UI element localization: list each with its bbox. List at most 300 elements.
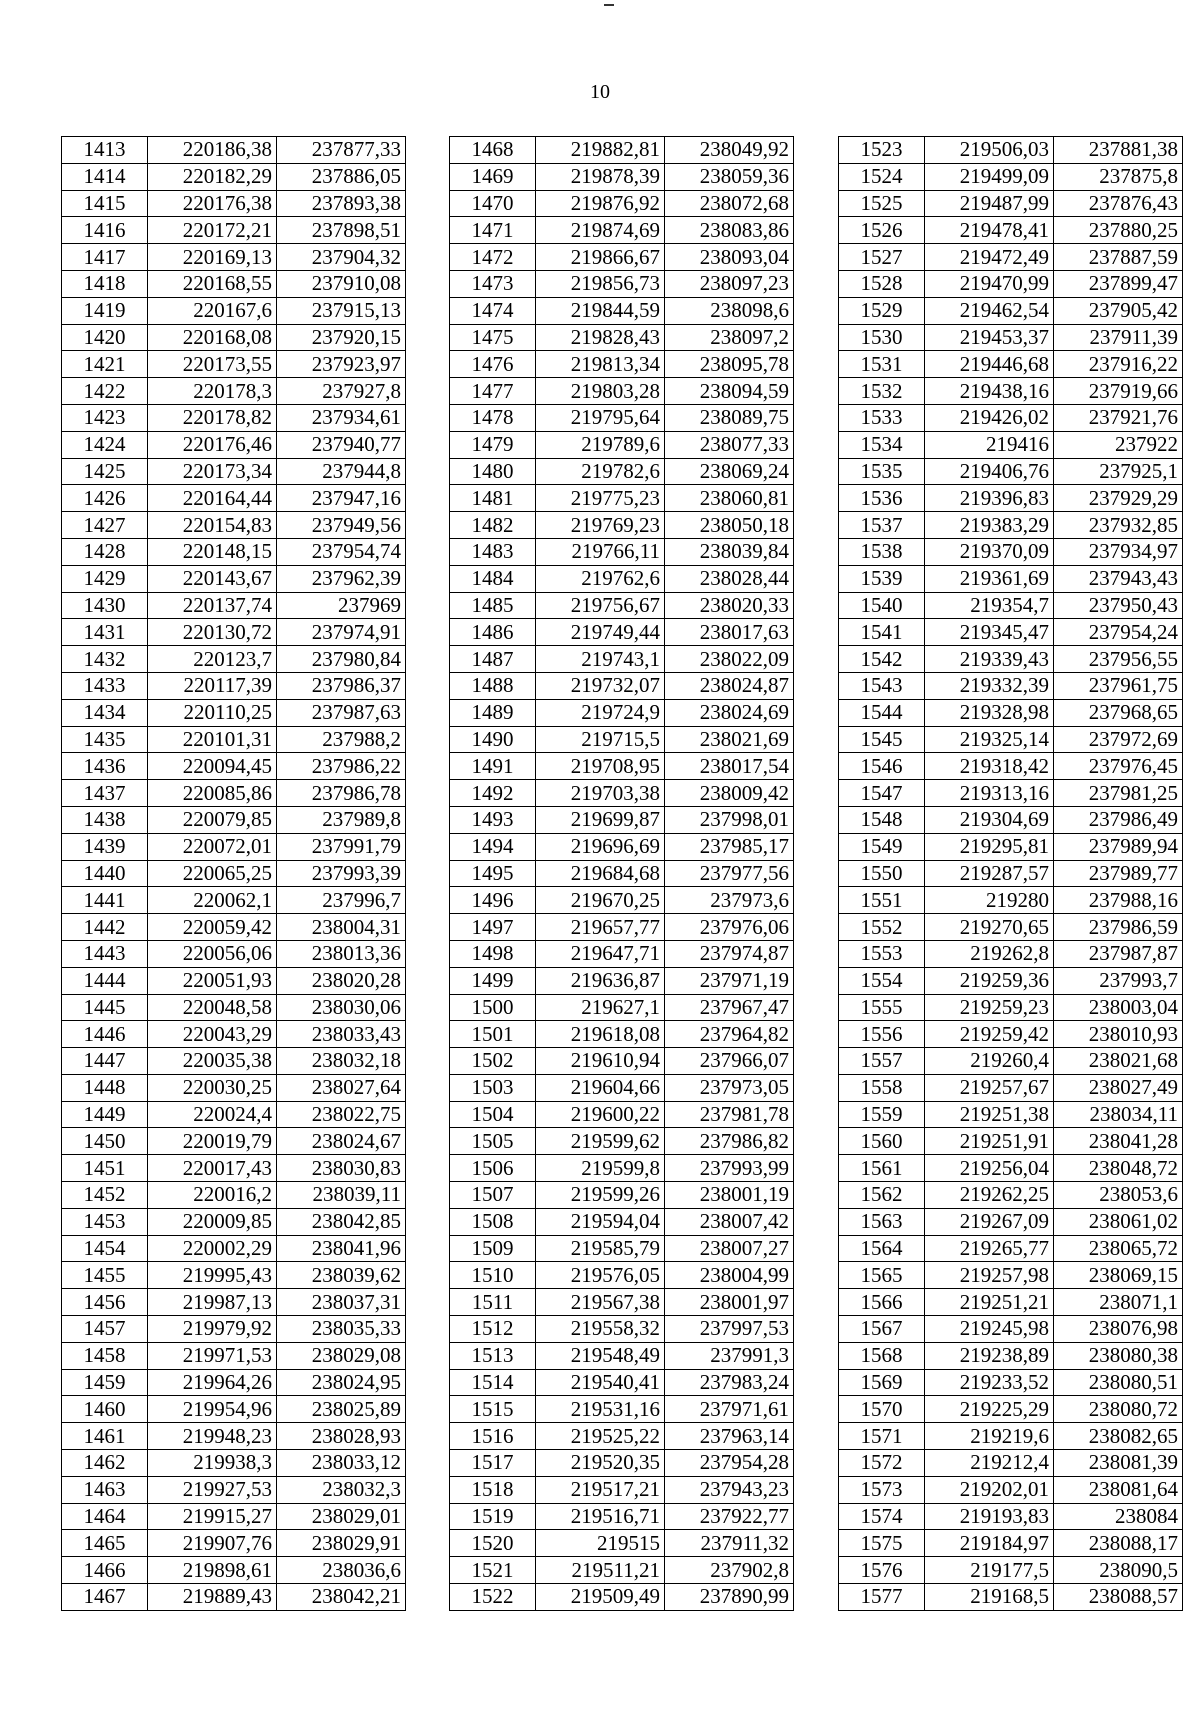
x-coordinate-cell: 220094,45 <box>148 753 277 780</box>
y-coordinate-cell: 237974,87 <box>665 940 794 967</box>
x-coordinate-cell: 219245,98 <box>925 1316 1054 1343</box>
table-row <box>839 1584 1183 1611</box>
table-row <box>62 860 406 887</box>
point-number-cell: 1513 <box>450 1342 536 1369</box>
table-row <box>839 163 1183 190</box>
x-coordinate-cell: 219782,6 <box>536 458 665 485</box>
x-coordinate-cell: 220101,31 <box>148 726 277 753</box>
x-coordinate-cell: 219339,43 <box>925 646 1054 673</box>
point-number-cell: 1527 <box>839 244 925 271</box>
point-number-cell: 1556 <box>839 1021 925 1048</box>
y-coordinate-cell: 238089,75 <box>665 404 794 431</box>
point-number-cell: 1563 <box>839 1208 925 1235</box>
table-row <box>450 699 794 726</box>
coordinates-table-1 <box>61 136 406 1611</box>
x-coordinate-cell: 220176,46 <box>148 431 277 458</box>
y-coordinate-cell: 237991,3 <box>665 1342 794 1369</box>
y-coordinate-cell: 238088,57 <box>1054 1584 1183 1611</box>
x-coordinate-cell: 219511,21 <box>536 1557 665 1584</box>
x-coordinate-cell: 219287,57 <box>925 860 1054 887</box>
y-coordinate-cell: 237986,22 <box>277 753 406 780</box>
coordinates-table-2 <box>449 136 794 1611</box>
y-coordinate-cell: 237972,69 <box>1054 726 1183 753</box>
x-coordinate-cell: 219396,83 <box>925 485 1054 512</box>
point-number-cell: 1448 <box>62 1074 148 1101</box>
table-row <box>839 538 1183 565</box>
table-row <box>839 1289 1183 1316</box>
x-coordinate-cell: 219168,5 <box>925 1584 1054 1611</box>
x-coordinate-cell: 219610,94 <box>536 1048 665 1075</box>
y-coordinate-cell: 237954,74 <box>277 538 406 565</box>
y-coordinate-cell: 237988,2 <box>277 726 406 753</box>
table-row <box>62 1155 406 1182</box>
x-coordinate-cell: 219540,41 <box>536 1369 665 1396</box>
y-coordinate-cell: 238065,72 <box>1054 1235 1183 1262</box>
point-number-cell: 1416 <box>62 217 148 244</box>
table-row <box>450 1316 794 1343</box>
point-number-cell: 1526 <box>839 217 925 244</box>
point-number-cell: 1546 <box>839 753 925 780</box>
y-coordinate-cell: 237966,07 <box>665 1048 794 1075</box>
y-coordinate-cell: 238030,06 <box>277 994 406 1021</box>
table-row <box>450 1182 794 1209</box>
table-row <box>450 458 794 485</box>
x-coordinate-cell: 219647,71 <box>536 940 665 967</box>
point-number-cell: 1438 <box>62 806 148 833</box>
y-coordinate-cell: 238095,78 <box>665 351 794 378</box>
x-coordinate-cell: 220172,21 <box>148 217 277 244</box>
table-row <box>62 1101 406 1128</box>
table-row <box>839 1262 1183 1289</box>
x-coordinate-cell: 219766,11 <box>536 538 665 565</box>
point-number-cell: 1536 <box>839 485 925 512</box>
x-coordinate-cell: 220002,29 <box>148 1235 277 1262</box>
table-row <box>839 1369 1183 1396</box>
x-coordinate-cell: 219594,04 <box>536 1208 665 1235</box>
x-coordinate-cell: 219954,96 <box>148 1396 277 1423</box>
table-row <box>839 1530 1183 1557</box>
x-coordinate-cell: 220178,3 <box>148 378 277 405</box>
table-row <box>62 244 406 271</box>
point-number-cell: 1518 <box>450 1476 536 1503</box>
point-number-cell: 1517 <box>450 1450 536 1477</box>
table-row <box>62 753 406 780</box>
table-row <box>450 244 794 271</box>
x-coordinate-cell: 219509,49 <box>536 1584 665 1611</box>
point-number-cell: 1452 <box>62 1182 148 1209</box>
x-coordinate-cell: 220030,25 <box>148 1074 277 1101</box>
point-number-cell: 1571 <box>839 1423 925 1450</box>
point-number-cell: 1544 <box>839 699 925 726</box>
point-number-cell: 1576 <box>839 1557 925 1584</box>
y-coordinate-cell: 238042,85 <box>277 1208 406 1235</box>
table-row <box>839 1450 1183 1477</box>
table-row <box>450 806 794 833</box>
point-number-cell: 1469 <box>450 163 536 190</box>
table-row <box>839 485 1183 512</box>
table-row <box>839 619 1183 646</box>
table-row <box>839 1074 1183 1101</box>
coordinates-table-body <box>450 137 794 1611</box>
y-coordinate-cell: 238001,97 <box>665 1289 794 1316</box>
point-number-cell: 1491 <box>450 753 536 780</box>
y-coordinate-cell: 237993,7 <box>1054 967 1183 994</box>
x-coordinate-cell: 219487,99 <box>925 190 1054 217</box>
point-number-cell: 1419 <box>62 297 148 324</box>
table-row <box>450 1128 794 1155</box>
table-row <box>450 1396 794 1423</box>
x-coordinate-cell: 219715,5 <box>536 726 665 753</box>
table-row <box>839 512 1183 539</box>
y-coordinate-cell: 238004,31 <box>277 914 406 941</box>
table-row <box>62 1369 406 1396</box>
x-coordinate-cell: 219256,04 <box>925 1155 1054 1182</box>
table-row <box>450 967 794 994</box>
point-number-cell: 1420 <box>62 324 148 351</box>
table-row <box>62 1048 406 1075</box>
table-row <box>450 1235 794 1262</box>
table-row <box>62 1396 406 1423</box>
y-coordinate-cell: 238080,72 <box>1054 1396 1183 1423</box>
table-row <box>839 1423 1183 1450</box>
point-number-cell: 1453 <box>62 1208 148 1235</box>
table-row <box>62 994 406 1021</box>
table-row <box>839 940 1183 967</box>
point-number-cell: 1502 <box>450 1048 536 1075</box>
point-number-cell: 1565 <box>839 1262 925 1289</box>
y-coordinate-cell: 237986,37 <box>277 672 406 699</box>
y-coordinate-cell: 237976,45 <box>1054 753 1183 780</box>
x-coordinate-cell: 220154,83 <box>148 512 277 539</box>
x-coordinate-cell: 219684,68 <box>536 860 665 887</box>
x-coordinate-cell: 219636,87 <box>536 967 665 994</box>
point-number-cell: 1463 <box>62 1476 148 1503</box>
point-number-cell: 1477 <box>450 378 536 405</box>
table-row <box>450 1369 794 1396</box>
y-coordinate-cell: 238024,67 <box>277 1128 406 1155</box>
y-coordinate-cell: 237911,39 <box>1054 324 1183 351</box>
x-coordinate-cell: 220186,38 <box>148 137 277 164</box>
table-row <box>839 351 1183 378</box>
table-row <box>450 1101 794 1128</box>
table-row <box>839 780 1183 807</box>
table-row <box>62 324 406 351</box>
y-coordinate-cell: 237963,14 <box>665 1423 794 1450</box>
y-coordinate-cell: 237911,32 <box>665 1530 794 1557</box>
y-coordinate-cell: 237996,7 <box>277 887 406 914</box>
y-coordinate-cell: 238039,11 <box>277 1182 406 1209</box>
point-number-cell: 1519 <box>450 1503 536 1530</box>
y-coordinate-cell: 238049,92 <box>665 137 794 164</box>
y-coordinate-cell: 237971,61 <box>665 1396 794 1423</box>
point-number-cell: 1441 <box>62 887 148 914</box>
table-row <box>450 833 794 860</box>
table-row <box>839 967 1183 994</box>
point-number-cell: 1570 <box>839 1396 925 1423</box>
table-row <box>450 672 794 699</box>
point-number-cell: 1530 <box>839 324 925 351</box>
x-coordinate-cell: 220182,29 <box>148 163 277 190</box>
x-coordinate-cell: 220009,85 <box>148 1208 277 1235</box>
point-number-cell: 1558 <box>839 1074 925 1101</box>
table-row <box>450 163 794 190</box>
x-coordinate-cell: 220016,2 <box>148 1182 277 1209</box>
point-number-cell: 1457 <box>62 1316 148 1343</box>
point-number-cell: 1572 <box>839 1450 925 1477</box>
y-coordinate-cell: 238010,93 <box>1054 1021 1183 1048</box>
point-number-cell: 1467 <box>62 1584 148 1611</box>
y-coordinate-cell: 237967,47 <box>665 994 794 1021</box>
y-coordinate-cell: 238020,28 <box>277 967 406 994</box>
point-number-cell: 1500 <box>450 994 536 1021</box>
y-coordinate-cell: 237971,19 <box>665 967 794 994</box>
x-coordinate-cell: 219212,4 <box>925 1450 1054 1477</box>
y-coordinate-cell: 237922 <box>1054 431 1183 458</box>
y-coordinate-cell: 238094,59 <box>665 378 794 405</box>
table-row <box>62 485 406 512</box>
table-row <box>450 404 794 431</box>
x-coordinate-cell: 219470,99 <box>925 270 1054 297</box>
table-row <box>839 1048 1183 1075</box>
y-coordinate-cell: 237899,47 <box>1054 270 1183 297</box>
y-coordinate-cell: 237886,05 <box>277 163 406 190</box>
y-coordinate-cell: 238090,5 <box>1054 1557 1183 1584</box>
point-number-cell: 1481 <box>450 485 536 512</box>
point-number-cell: 1521 <box>450 1557 536 1584</box>
point-number-cell: 1490 <box>450 726 536 753</box>
table-row <box>450 565 794 592</box>
y-coordinate-cell: 237890,99 <box>665 1584 794 1611</box>
y-coordinate-cell: 237986,82 <box>665 1128 794 1155</box>
x-coordinate-cell: 219878,39 <box>536 163 665 190</box>
x-coordinate-cell: 219478,41 <box>925 217 1054 244</box>
table-row <box>450 378 794 405</box>
x-coordinate-cell: 219866,67 <box>536 244 665 271</box>
y-coordinate-cell: 237893,38 <box>277 190 406 217</box>
x-coordinate-cell: 219576,05 <box>536 1262 665 1289</box>
x-coordinate-cell: 219499,09 <box>925 163 1054 190</box>
x-coordinate-cell: 219177,5 <box>925 1557 1054 1584</box>
x-coordinate-cell: 220017,43 <box>148 1155 277 1182</box>
table-row <box>450 1423 794 1450</box>
y-coordinate-cell: 238028,44 <box>665 565 794 592</box>
table-row <box>450 485 794 512</box>
table-row <box>839 565 1183 592</box>
x-coordinate-cell: 219987,13 <box>148 1289 277 1316</box>
table-row <box>839 860 1183 887</box>
x-coordinate-cell: 219332,39 <box>925 672 1054 699</box>
table-row <box>450 592 794 619</box>
y-coordinate-cell: 237961,75 <box>1054 672 1183 699</box>
x-coordinate-cell: 219762,6 <box>536 565 665 592</box>
point-number-cell: 1534 <box>839 431 925 458</box>
x-coordinate-cell: 219472,49 <box>925 244 1054 271</box>
y-coordinate-cell: 238021,69 <box>665 726 794 753</box>
y-coordinate-cell: 238084 <box>1054 1503 1183 1530</box>
point-number-cell: 1429 <box>62 565 148 592</box>
y-coordinate-cell: 238003,04 <box>1054 994 1183 1021</box>
y-coordinate-cell: 237922,77 <box>665 1503 794 1530</box>
y-coordinate-cell: 238017,54 <box>665 753 794 780</box>
point-number-cell: 1512 <box>450 1316 536 1343</box>
point-number-cell: 1450 <box>62 1128 148 1155</box>
x-coordinate-cell: 219328,98 <box>925 699 1054 726</box>
x-coordinate-cell: 219856,73 <box>536 270 665 297</box>
x-coordinate-cell: 219844,59 <box>536 297 665 324</box>
point-number-cell: 1550 <box>839 860 925 887</box>
x-coordinate-cell: 219604,66 <box>536 1074 665 1101</box>
table-row <box>62 1021 406 1048</box>
table-row <box>62 967 406 994</box>
table-row <box>62 833 406 860</box>
y-coordinate-cell: 237920,15 <box>277 324 406 351</box>
table-row <box>62 1557 406 1584</box>
point-number-cell: 1483 <box>450 538 536 565</box>
x-coordinate-cell: 220051,93 <box>148 967 277 994</box>
point-number-cell: 1567 <box>839 1316 925 1343</box>
table-row <box>839 1396 1183 1423</box>
y-coordinate-cell: 238077,33 <box>665 431 794 458</box>
table-row <box>62 1423 406 1450</box>
point-number-cell: 1427 <box>62 512 148 539</box>
y-coordinate-cell: 237910,08 <box>277 270 406 297</box>
table-row <box>62 940 406 967</box>
y-coordinate-cell: 238039,84 <box>665 538 794 565</box>
x-coordinate-cell: 219219,6 <box>925 1423 1054 1450</box>
x-coordinate-cell: 219599,62 <box>536 1128 665 1155</box>
x-coordinate-cell: 219184,97 <box>925 1530 1054 1557</box>
y-coordinate-cell: 238013,36 <box>277 940 406 967</box>
y-coordinate-cell: 238076,98 <box>1054 1316 1183 1343</box>
table-row <box>839 1342 1183 1369</box>
point-number-cell: 1473 <box>450 270 536 297</box>
x-coordinate-cell: 219531,16 <box>536 1396 665 1423</box>
point-number-cell: 1574 <box>839 1503 925 1530</box>
y-coordinate-cell: 238050,18 <box>665 512 794 539</box>
x-coordinate-cell: 220048,58 <box>148 994 277 1021</box>
table-row <box>62 431 406 458</box>
table-row <box>450 324 794 351</box>
point-number-cell: 1421 <box>62 351 148 378</box>
point-number-cell: 1555 <box>839 994 925 1021</box>
table-row <box>62 190 406 217</box>
point-number-cell: 1569 <box>839 1369 925 1396</box>
point-number-cell: 1476 <box>450 351 536 378</box>
y-coordinate-cell: 237877,33 <box>277 137 406 164</box>
table-row <box>839 404 1183 431</box>
point-number-cell: 1532 <box>839 378 925 405</box>
point-number-cell: 1414 <box>62 163 148 190</box>
table-row <box>450 1342 794 1369</box>
table-row <box>450 351 794 378</box>
table-row <box>450 1530 794 1557</box>
x-coordinate-cell: 219627,1 <box>536 994 665 1021</box>
x-coordinate-cell: 219708,95 <box>536 753 665 780</box>
y-coordinate-cell: 238071,1 <box>1054 1289 1183 1316</box>
table-row <box>62 351 406 378</box>
x-coordinate-cell: 220173,55 <box>148 351 277 378</box>
y-coordinate-cell: 237921,76 <box>1054 404 1183 431</box>
point-number-cell: 1413 <box>62 137 148 164</box>
y-coordinate-cell: 238041,28 <box>1054 1128 1183 1155</box>
table-row <box>62 1316 406 1343</box>
y-coordinate-cell: 237981,78 <box>665 1101 794 1128</box>
y-coordinate-cell: 238061,02 <box>1054 1208 1183 1235</box>
y-coordinate-cell: 238059,36 <box>665 163 794 190</box>
table-row <box>450 1503 794 1530</box>
point-number-cell: 1564 <box>839 1235 925 1262</box>
table-row <box>62 1235 406 1262</box>
point-number-cell: 1471 <box>450 217 536 244</box>
x-coordinate-cell: 219520,35 <box>536 1450 665 1477</box>
table-row <box>839 592 1183 619</box>
table-row <box>62 1342 406 1369</box>
x-coordinate-cell: 219354,7 <box>925 592 1054 619</box>
x-coordinate-cell: 219995,43 <box>148 1262 277 1289</box>
x-coordinate-cell: 219828,43 <box>536 324 665 351</box>
x-coordinate-cell: 220169,13 <box>148 244 277 271</box>
y-coordinate-cell: 238029,91 <box>277 1530 406 1557</box>
table-row <box>839 994 1183 1021</box>
x-coordinate-cell: 219948,23 <box>148 1423 277 1450</box>
y-coordinate-cell: 237987,63 <box>277 699 406 726</box>
point-number-cell: 1504 <box>450 1101 536 1128</box>
point-number-cell: 1573 <box>839 1476 925 1503</box>
table-row <box>839 190 1183 217</box>
y-coordinate-cell: 237974,91 <box>277 619 406 646</box>
x-coordinate-cell: 219803,28 <box>536 378 665 405</box>
x-coordinate-cell: 220168,55 <box>148 270 277 297</box>
x-coordinate-cell: 219703,38 <box>536 780 665 807</box>
y-coordinate-cell: 237985,17 <box>665 833 794 860</box>
x-coordinate-cell: 219270,65 <box>925 914 1054 941</box>
x-coordinate-cell: 219506,03 <box>925 137 1054 164</box>
x-coordinate-cell: 220117,39 <box>148 672 277 699</box>
y-coordinate-cell: 238048,72 <box>1054 1155 1183 1182</box>
x-coordinate-cell: 219446,68 <box>925 351 1054 378</box>
point-number-cell: 1543 <box>839 672 925 699</box>
y-coordinate-cell: 237962,39 <box>277 565 406 592</box>
x-coordinate-cell: 220137,74 <box>148 592 277 619</box>
point-number-cell: 1424 <box>62 431 148 458</box>
y-coordinate-cell: 238097,2 <box>665 324 794 351</box>
table-row <box>62 592 406 619</box>
point-number-cell: 1417 <box>62 244 148 271</box>
y-coordinate-cell: 238004,99 <box>665 1262 794 1289</box>
y-coordinate-cell: 237927,8 <box>277 378 406 405</box>
y-coordinate-cell: 237898,51 <box>277 217 406 244</box>
x-coordinate-cell: 219262,8 <box>925 940 1054 967</box>
point-number-cell: 1560 <box>839 1128 925 1155</box>
y-coordinate-cell: 238032,18 <box>277 1048 406 1075</box>
y-coordinate-cell: 237875,8 <box>1054 163 1183 190</box>
table-row <box>62 1182 406 1209</box>
point-number-cell: 1442 <box>62 914 148 941</box>
table-row <box>839 431 1183 458</box>
point-number-cell: 1547 <box>839 780 925 807</box>
point-number-cell: 1542 <box>839 646 925 673</box>
table-row <box>450 1208 794 1235</box>
table-row <box>839 137 1183 164</box>
x-coordinate-cell: 219696,69 <box>536 833 665 860</box>
x-coordinate-cell: 220072,01 <box>148 833 277 860</box>
y-coordinate-cell: 238093,04 <box>665 244 794 271</box>
point-number-cell: 1553 <box>839 940 925 967</box>
x-coordinate-cell: 219756,67 <box>536 592 665 619</box>
y-coordinate-cell: 238021,68 <box>1054 1048 1183 1075</box>
table-row <box>62 1584 406 1611</box>
y-coordinate-cell: 238027,64 <box>277 1074 406 1101</box>
